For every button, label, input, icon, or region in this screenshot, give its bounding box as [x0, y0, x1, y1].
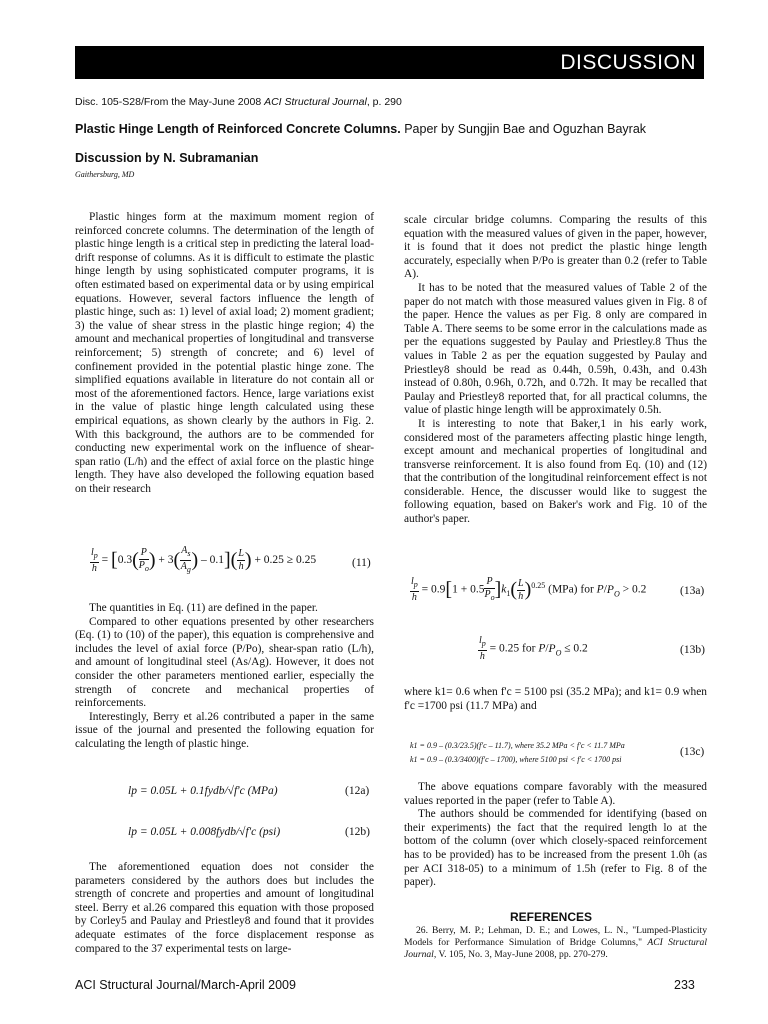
- discussion-reference: Disc. 105-S28/From the May-June 2008 ACI Structural Journal, p. 290: [75, 96, 402, 108]
- equation-number: (11): [352, 557, 371, 569]
- paper-title: Plastic Hinge Length of Reinforced Concrete Columns. Paper by Sungjin Bae and Oguzhan Bayrak: [75, 122, 647, 136]
- right-column: [404, 214, 707, 527]
- equation-13c: [410, 739, 625, 767]
- left-column-continued: [75, 602, 374, 752]
- reference-26: 26. Berry, M. P.; Lehman, D. E.; and Lowes, L. N., "Lumped-Plasticity Models for Performance Simulation of Bridge Columns," ACI Structural Journal, V. 105, No. 3, May-June 2008, pp. 270-279.: [404, 925, 707, 960]
- equation-11: $\frac{l_p}{h}$ = [0.3( $\frac{P}{P_o}$ ) + 3( $\frac{A_s}{A_g}$ ) – 0.1]( $\frac{L}{h}$ ) + 0.25 ≥ 0.25: [91, 545, 317, 574]
- equation-12b: lp = 0.05L + 0.008fydb/√f'c (psi): [128, 826, 281, 838]
- author-location: Gaithersburg, MD: [75, 170, 135, 179]
- section-banner: DISCUSSION: [75, 46, 704, 79]
- page-number: 233: [674, 978, 695, 992]
- paragraph: Plastic hinges form at the maximum moment region of reinforced concrete columns. The determination of the length of plastic hinge length is a critical step in predicting the lateral load-drift response of columns. As it is difficult to estimate the plastic hinge length by using sophisticated computer programs, it is often estimated based on experimental data or by using empirical equations. However, several factors influence the length of plastic hinge, such as: 1) level of axial load; 2) moment gradient; 3) the value of shear stress in the plastic hinge region; 4) the amount and mechanical properties of longitudinal and transverse reinforcement; 5) strength of concrete; and 6) level of confinement provided in the potential plastic hinge zone. The simplified equations available in literature do not contain all or most of the aforementioned factors. Hence, large variations exist in the value of plastic hinge length calculated using these empirical equations, as shown clearly by the authors in Fig. 2. With this background, the authors are to be commended for conducting new experimental work on the influence of shear-span ratio (L/h) and the effect of axial force on the plastic hinge length. They have also developed the following equation based on their research: [75, 211, 374, 495]
- equation-number: (12a): [345, 785, 370, 797]
- left-column-end: [75, 861, 374, 956]
- discussion-author: Discussion by N. Subramanian: [75, 151, 259, 165]
- equation-13a: $\frac{l_p}{h}$ = 0.9[1 + 0.5 $\frac{P}{P_o}$ ]$k_1$( $\frac{L}{h}$ )$^{0.25}$ (MPa) for $P/P_O > 0.2$: [411, 576, 647, 603]
- right-column-k1: [404, 686, 707, 713]
- references-heading: REFERENCES: [510, 910, 593, 924]
- footer-journal: ACI Structural Journal/March-April 2009: [75, 978, 296, 992]
- equation-13b: $\frac{l_p}{h}$ = 0.25 for $P/P_O \le 0.2$: [479, 635, 588, 662]
- paragraph: The above equations compare favorably with the measured values reported in the paper (refer to Table A).: [404, 781, 707, 807]
- equation-number: (13a): [680, 585, 705, 597]
- paragraph: The authors should be commended for identifying (based on their experiments) the fact that the required length lo at the bottom of the column (over which closely-spaced reinforcement has to be provided) has to be increased from the present 1.0h (as per ACI 318-05) to a minimum of 1.5h (refer to Fig. 8 of the paper).: [404, 808, 707, 889]
- paragraph: where k1= 0.6 when f'c = 5100 psi (35.2 MPa); and k1= 0.9 when f'c =1700 psi (11.7 MPa) and: [404, 686, 707, 712]
- paragraph: The aforementioned equation does not consider the parameters considered by the authors does but includes the strength of concrete and properties and amount of longitudinal steel. Berry et al.26 compared this equation with those proposed by Corley5 and Paulay and Priestley8 and found that it provides adequate estimates of the force displacement response as compared to the 37 experimental tests on large-: [75, 861, 374, 955]
- equation-line: k1 = 0.9 – (0.3/23.5)(f'c – 11.7), where 35.2 MPa < f'c < 11.7 MPa: [410, 741, 625, 750]
- paragraph: It is interesting to note that Baker,1 in his early work, considered most of the parameters affecting plastic hinge length, except amount and mechanical properties of longitudinal and transverse reinforcement. It is also found from Eq. (10) and (12) that the contribution of the longitudinal reinforcement effect is not considerable. Hence, the discusser would like to suggest the following equation, based on Baker's work and Fig. 10 of the author's paper.: [404, 417, 707, 526]
- paragraph: The quantities in Eq. (11) are defined in the paper.: [89, 602, 318, 614]
- equation-line: k1 = 0.9 – (0.3/3400)(f'c – 1700), where 5100 psi < f'c < 1700 psi: [410, 755, 622, 764]
- equation-number: (13c): [680, 746, 705, 758]
- left-column: [75, 211, 374, 496]
- paragraph: scale circular bridge columns. Comparing the results of this equation with the measured values of given in the paper, however, it is found that it does not predict the plastic hinge length accurately, especially when P/Po is greater than 0.2 (refer to Table A).: [404, 214, 707, 281]
- equation-number: (13b): [680, 644, 705, 656]
- paragraph: Interestingly, Berry et al.26 contributed a paper in the same issue of the journal and presented the following equation for calculating the length of plastic hinge.: [75, 710, 374, 750]
- paragraph: It has to be noted that the measured values of Table 2 of the paper do not match with those measured values given in Fig. 8 of the paper. Hence the values as per Fig. 8 only are compared in Table A. There seems to be some error in the calculations made as per the equations suggested by Paulay and Priestley.8 Thus the values in Table 2 as per the equation suggested by Paulay and Priestley8 should be read as 0.44h, 0.59h, 0.43h, and 0.43h instead of 0.80h, 0.96h, 0.72h, and 0.72h. It may be recalled that Paulay and Priestley8 reported that, for all practical columns, the value of plastic hinge length will be approximately 0.5h.: [404, 281, 707, 417]
- equation-number: (12b): [345, 826, 370, 838]
- right-column-end: [404, 781, 707, 890]
- equation-12a: lp = 0.05L + 0.1fydb/√f'c (MPa): [128, 785, 278, 797]
- paragraph: Compared to other equations presented by other researchers (Eq. (1) to (10) of the paper), this equation is comprehensive and includes the level of axial force (P/Po), shear-span ratio (L/h), and amount of longitudinal steel (As/Ag). However, it does not consider the other parameters mentioned earlier, especially the strength of concrete and mechanical properties of reinforcements.: [75, 615, 374, 710]
